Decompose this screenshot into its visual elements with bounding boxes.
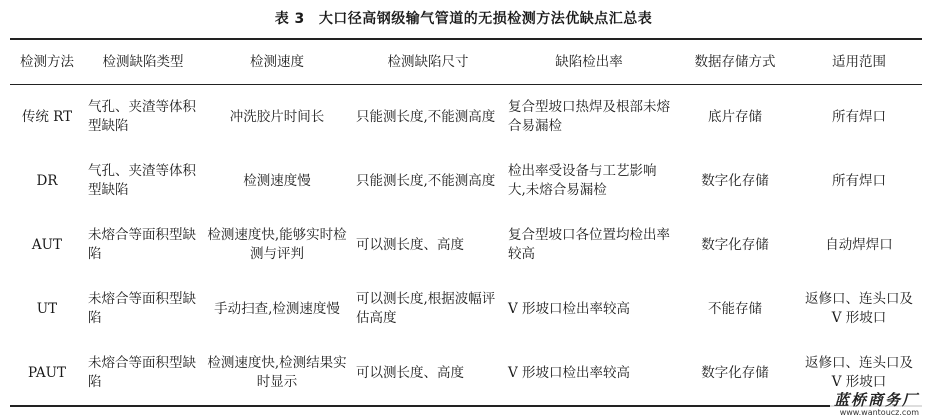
cell-detection-rate: V 形坡口检出率较高 (508, 300, 631, 317)
table-title: 大口径高钢级输气管道的无损检测方法优缺点汇总表 (318, 11, 653, 27)
cell-storage: 底片存储 (708, 108, 762, 125)
cell-speed: 检测速度快,能够实时检测与评判 (207, 227, 347, 262)
cell-speed: 检测速度快,检测结果实时显示 (207, 355, 347, 390)
table-header-row (10, 39, 922, 85)
watermark (830, 391, 923, 418)
header-speed: 检测速度 (250, 53, 304, 70)
cell-speed: 检测速度慢 (243, 172, 311, 189)
cell-scope: 返修口、连头口及 V 形坡口 (805, 291, 913, 326)
header-method: 检测方法 (20, 53, 74, 70)
cell-detection-rate: 检出率受设备与工艺影响大,未熔合易漏检 (508, 163, 657, 198)
cell-defect-size: 可以测长度、高度 (356, 236, 464, 253)
comparison-table (10, 38, 922, 407)
cell-defect-type: 未熔合等面积型缺陷 (88, 355, 196, 390)
cell-method: 传统 RT (21, 108, 73, 125)
cell-detection-rate: V 形坡口检出率较高 (508, 364, 631, 381)
table-row (10, 149, 922, 213)
cell-defect-type: 未熔合等面积型缺陷 (88, 227, 196, 262)
cell-defect-type: 气孔、夹渣等体积型缺陷 (88, 99, 196, 134)
cell-defect-type: 未熔合等面积型缺陷 (88, 291, 196, 326)
header-scope: 适用范围 (832, 53, 886, 70)
cell-defect-size: 只能测长度,不能测高度 (356, 108, 496, 125)
cell-scope: 自动焊焊口 (825, 236, 893, 253)
cell-defect-size: 可以测长度、高度 (356, 364, 464, 381)
header-storage: 数据存储方式 (694, 53, 776, 70)
cell-defect-type: 气孔、夹渣等体积型缺陷 (88, 163, 196, 198)
cell-scope: 所有焊口 (832, 172, 886, 189)
cell-scope: 返修口、连头口及 V 形坡口 (805, 355, 913, 390)
cell-storage: 数字化存储 (701, 236, 769, 253)
cell-speed: 手动扫查,检测速度慢 (214, 300, 340, 317)
cell-speed: 冲洗胶片时间长 (229, 108, 325, 125)
cell-method: AUT (31, 236, 63, 253)
table-row (10, 85, 922, 150)
cell-detection-rate: 复合型坡口热焊及根部未熔合易漏检 (508, 99, 670, 134)
watermark-brand: 蓝桥商务厂 (833, 391, 919, 409)
table-row (10, 341, 922, 406)
header-defect-type: 检测缺陷类型 (102, 53, 184, 70)
cell-storage: 数字化存储 (701, 172, 769, 189)
cell-detection-rate: 复合型坡口各位置均检出率较高 (508, 227, 670, 262)
header-defect-size: 检测缺陷尺寸 (387, 53, 469, 70)
watermark-url: www.wantoucz.com (839, 408, 919, 417)
table-number: 表 3 (274, 11, 305, 27)
table-caption (0, 8, 927, 28)
table-row (10, 277, 922, 341)
table-row (10, 213, 922, 277)
cell-method: PAUT (28, 364, 66, 381)
cell-method: UT (36, 300, 58, 317)
cell-defect-size: 只能测长度,不能测高度 (356, 172, 496, 189)
cell-method: DR (36, 172, 58, 189)
cell-scope: 所有焊口 (832, 108, 886, 125)
cell-storage: 数字化存储 (701, 364, 769, 381)
cell-defect-size: 可以测长度,根据波幅评估高度 (356, 291, 496, 326)
header-detection-rate: 缺陷检出率 (555, 53, 623, 70)
cell-storage: 不能存储 (708, 300, 762, 317)
